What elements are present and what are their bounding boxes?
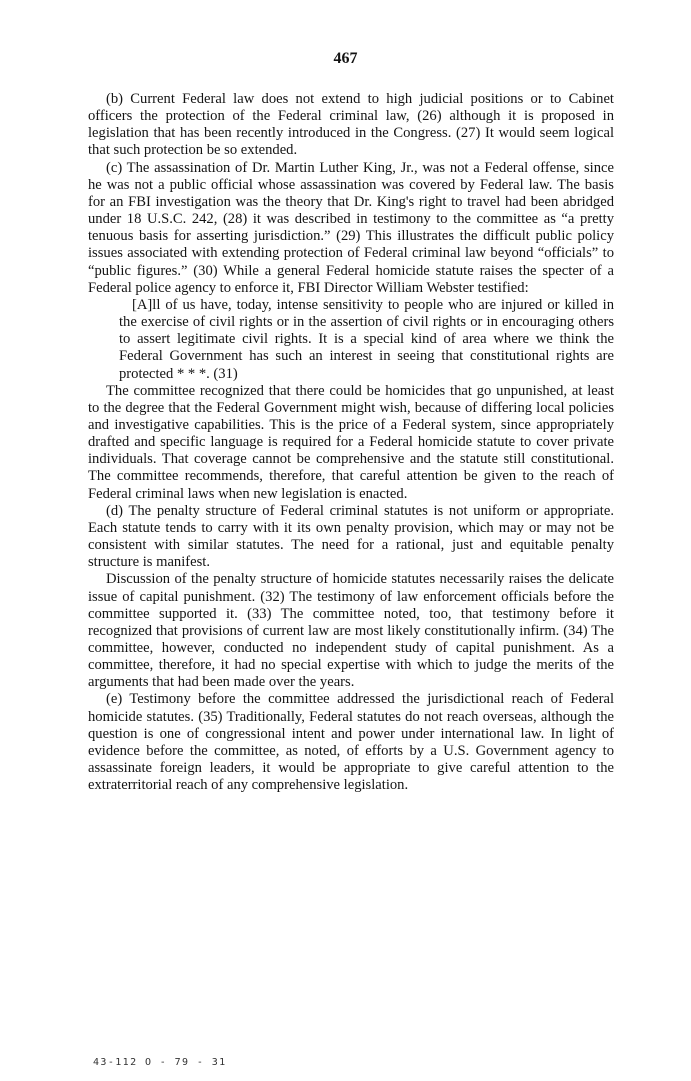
print-code-footer: 43-112 O - 79 - 31 bbox=[93, 1057, 227, 1068]
paragraph-b: (b) Current Federal law does not extend to high judicial positions or to Cabinet officers the protection of the Federal criminal law, (26) although it is proposed in legislation that has been recently introduced in the Congress. (27) It would seem logical that such protection be so extended. bbox=[88, 91, 614, 159]
page-number: 467 bbox=[333, 50, 358, 67]
paragraph-capital-punishment: Discussion of the penalty structure of homicide statutes necessarily raises the delicate issue of capital punishment. (32) The testimony of law enforcement officials before the committee supported it. (33) The committee noted, too, that testimony before it recognized that provisions of current law are most likely constitutionally infirm. (34) The committee, however, conducted no independent study of capital punishment. As a committee, therefore, it had no special expertise with which to judge the merits of the arguments that had been made over the years. bbox=[88, 571, 614, 691]
paragraph-committee-recognized: The committee recognized that there could be homicides that go unpunished, at least to the degree that the Federal Government might wish, because of differing local policies and investigative capabilities. This is the price of a Federal system, since appropriately drafted and specific language is required for a Federal homicide statute to cover private individuals. That coverage cannot be comprehensive and the statute still constitutional. The committee recommends, therefore, that careful attention be given to the reach of Federal criminal laws when new legislation is enacted. bbox=[88, 382, 614, 502]
paragraph-d: (d) The penalty structure of Federal criminal statutes is not uniform or appropriate. Each statute tends to carry with it its own penalty provision, which may or may not be consistent with similar statutes. The need for a rational, just and equitable penalty structure is manifest. bbox=[88, 502, 614, 571]
block-quote-webster: [A]ll of us have, today, intense sensitivity to people who are injured or killed in the exercise of civil rights or in the assertion of civil rights or in encouraging others to assert legitimate civil rights. It is a special kind of area where we think the Federal Government has such an interest in seeing that constitutional rights are protected * * *. (31) bbox=[119, 296, 614, 382]
paragraph-c: (c) The assassination of Dr. Martin Luther King, Jr., was not a Federal offense, since he was not a public official whose assassination was covered by Federal law. The basis for an FBI investigation was the theory that Dr. King's right to travel had been abridged under 18 U.S.C. 242, (28) it was described in testimony to the committee as “a pretty tenuous basis for asserting jurisdiction.” (29) This illustrates the difficult public policy issues associated with extending protection of Federal criminal law beyond “officials” to “public figures.” (30) While a general Federal homicide statute raises the specter of a Federal police agency to enforce it, FBI Director William Webster testified: bbox=[88, 159, 614, 296]
body-text bbox=[88, 91, 614, 794]
paragraph-e: (e) Testimony before the committee addressed the jurisdictional reach of Federal homicide statutes. (35) Traditionally, Federal statutes do not reach overseas, although the question is one of congressional intent and power under international law. In light of evidence before the committee, as noted, of efforts by a U.S. Government agency to assassinate foreign leaders, it would be appropriate to give careful attention to the extraterritorial reach of any comprehensive legislation. bbox=[88, 691, 614, 794]
